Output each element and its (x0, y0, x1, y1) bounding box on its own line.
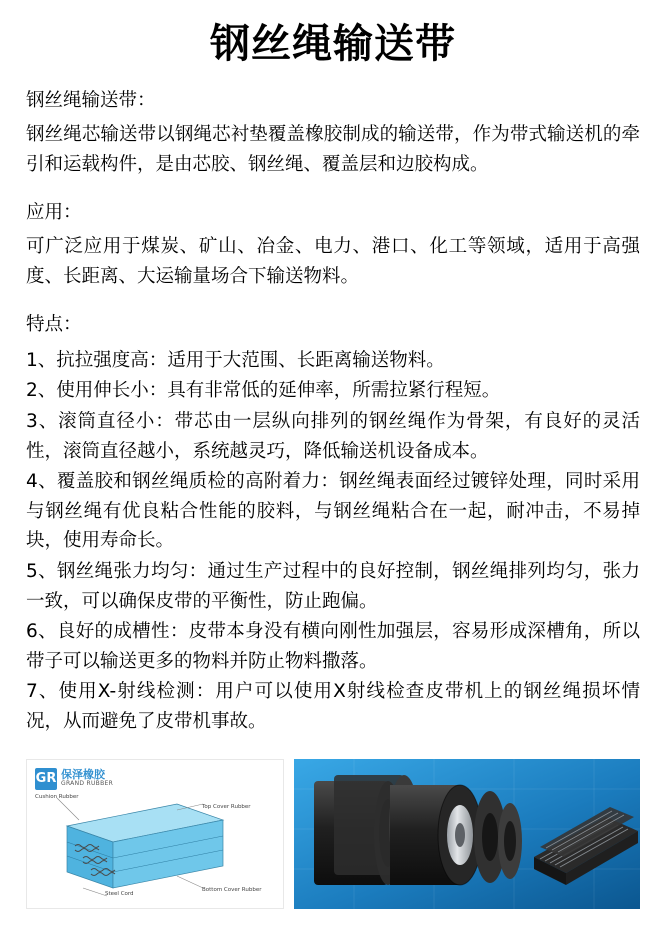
label-bottom-cover-rubber: Bottom Cover Rubber (202, 886, 262, 893)
features-heading: 特点： (26, 313, 82, 335)
logo-text-en: GRAND RUBBER (61, 780, 114, 788)
figure-row (26, 759, 640, 923)
intro-body: 钢丝绳芯输送带以钢绳芯衬垫覆盖橡胶制成的输送带，作为带式输送机的牵引和运载构件，是由芯胶、钢丝绳、覆盖层和边胶构成。 (26, 123, 640, 175)
list-item: 7、使用X-射线检测：用户可以使用X射线检查皮带机上的钢丝绳损坏情况，从而避免了皮带机事故。 (26, 681, 640, 732)
application-body: 可广泛应用于煤炭、矿山、冶金、电力、港口、化工等领域，适用于高强度、长距离、大运输量场合下输送物料。 (26, 235, 640, 287)
intro-heading: 钢丝绳输送带： (26, 90, 156, 111)
label-top-cover-rubber: Top Cover Rubber (202, 803, 251, 810)
application-heading: 应用： (26, 201, 82, 223)
logo-text-cn: 保泽橡胶 (61, 768, 105, 782)
list-item: 3、滚筒直径小：带芯由一层纵向排列的钢丝绳作为骨架，有良好的灵活性，滚筒直径越小，系统越灵巧，降低输送机设备成本。 (26, 410, 640, 462)
logo-mark-icon: GR (35, 768, 57, 790)
list-item: 4、覆盖胶和钢丝绳质检的高附着力：钢丝绳表面经过镀锌处理，同时采用与钢丝绳有优良粘合性能的胶料，与钢丝绳粘合在一起，耐冲击，不易掉块，使用寿命长。 (26, 471, 640, 552)
product-photo (294, 759, 640, 909)
features-list (26, 346, 640, 737)
page-title: 钢丝绳输送带 (210, 21, 456, 67)
list-item: 5、钢丝绳张力均匀：通过生产过程中的良好控制，钢丝绳排列均匀，张力一致，可以确保皮带的平衡性，防止跑偏。 (26, 560, 640, 612)
structure-diagram (26, 759, 284, 909)
list-item: 6、良好的成槽性：皮带本身没有横向刚性加强层，容易形成深槽角，所以带子可以输送更多的物料并防止物料撒落。 (26, 621, 640, 672)
label-steel-cord: Steel Cord (105, 890, 134, 897)
label-cushion-rubber: Cushion Rubber (35, 793, 79, 800)
conveyor-belt-rolls-illustration (294, 759, 640, 909)
list-item: 2、使用伸长小：具有非常低的延伸率，所需拉紧行程短。 (26, 380, 501, 402)
list-item: 1、抗拉强度高：适用于大范围、长距离输送物料。 (26, 349, 445, 371)
